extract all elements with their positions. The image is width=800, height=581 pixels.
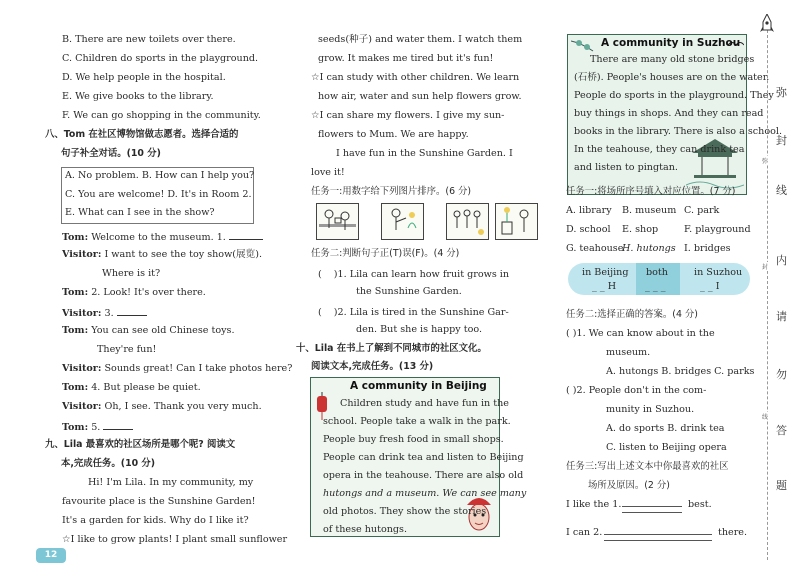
passage-line: grow. It makes me tired but it's fun! bbox=[318, 53, 494, 64]
answer-blank[interactable] bbox=[229, 230, 263, 240]
page-number: 12 bbox=[36, 548, 66, 563]
margin-char: 答 bbox=[776, 424, 787, 437]
venn-left-answer[interactable]: _ _ H bbox=[592, 281, 617, 292]
question-2: ( )2. People don't in the com- bbox=[566, 385, 707, 396]
tf-item-1: ( )1. Lila can learn how fruit grows in bbox=[318, 269, 510, 280]
place-option: C. park bbox=[684, 205, 720, 216]
place-option: I. bridges bbox=[684, 243, 731, 254]
suzhou-line: There are many old stone bridges bbox=[590, 54, 755, 65]
tf-item-2: ( )2. Lila is tired in the Sunshine Gar- bbox=[318, 307, 509, 318]
answer-2-prefix: I can 2. bbox=[566, 527, 603, 538]
venn-right-label: in Suzhou bbox=[694, 267, 743, 278]
dialogue-line: Visitor: Oh, I see. Thank you very much. bbox=[62, 401, 262, 412]
answer-2-line-2[interactable] bbox=[604, 540, 712, 541]
pavilion-icon bbox=[686, 131, 744, 191]
task1-heading: 任务一:将场所序号填入对应位置。(7 分) bbox=[566, 186, 736, 197]
dialogue-line: Tom: You can see old Chinese toys. bbox=[62, 325, 235, 336]
beijing-line: old photos. They show the stories bbox=[323, 506, 487, 517]
answer-blank[interactable] bbox=[103, 420, 133, 430]
dialogue-line: They're fun! bbox=[97, 344, 157, 355]
passage-line: favourite place is the Sunshine Garden! bbox=[62, 496, 256, 507]
passage-line: ☆I can study with other children. We learn bbox=[311, 72, 520, 83]
section8-heading: 八、Tom 在社区博物馆做志愿者。选择合适的 bbox=[45, 129, 239, 140]
answer-1-suffix: best. bbox=[688, 499, 712, 510]
margin-char: 封 bbox=[776, 134, 787, 147]
place-option: H. hutongs bbox=[622, 243, 676, 254]
suzhou-line: In the teahouse, they can drink tea bbox=[574, 144, 745, 155]
place-option: G. teahouse bbox=[566, 243, 624, 254]
beijing-line: People buy fresh food in small shops. bbox=[323, 434, 504, 445]
task3-heading: 任务三:写出上述文本中你最喜欢的社区 bbox=[566, 461, 729, 472]
section8-heading-2: 句子补全对话。(10 分) bbox=[61, 148, 161, 159]
question-2-options-2: C. listen to Beijing opera bbox=[606, 442, 727, 453]
passage-line: flowers to Mum. We are happy. bbox=[318, 129, 469, 140]
suzhou-line: and listen to pingtan. bbox=[574, 162, 678, 173]
section10-heading: 十、Lila 在书上了解到不同城市的社区文化。 bbox=[296, 343, 487, 354]
suzhou-line: books in the library. There is also a school. bbox=[574, 126, 783, 137]
place-option: B. museum bbox=[622, 205, 677, 216]
section8-option-line: E. What can I see in the show? bbox=[65, 207, 215, 218]
beijing-line: of these hutongs. bbox=[323, 524, 408, 535]
task2-heading: 任务二:选择正确的答案。(4 分) bbox=[566, 309, 698, 320]
passage-line: seeds(种子) and water them. I watch them bbox=[318, 34, 523, 45]
option-e: E. We give books to the library. bbox=[62, 91, 214, 102]
place-option: A. library bbox=[566, 205, 612, 216]
tf-item-2-cont: den. But she is happy too. bbox=[356, 324, 483, 335]
binding-line bbox=[767, 20, 768, 560]
tf-item-1-cont: the Sunshine Garden. bbox=[356, 286, 462, 297]
passage-line: I have fun in the Sunshine Garden. I bbox=[336, 148, 513, 159]
margin-char: 线 bbox=[776, 184, 787, 197]
margin-small-char: 弥 bbox=[762, 158, 769, 165]
option-c: C. Children do sports in the playground. bbox=[62, 53, 259, 64]
margin-small-char: 线 bbox=[762, 414, 769, 421]
place-option: D. school bbox=[566, 224, 611, 235]
venn-right-answer[interactable]: _ _ I bbox=[700, 281, 720, 292]
passage-line: love it! bbox=[311, 167, 345, 178]
option-d: D. We help people in the hospital. bbox=[62, 72, 226, 83]
option-b: B. There are new toilets over there. bbox=[62, 34, 236, 45]
dialogue-line: Tom: 4. But please be quiet. bbox=[62, 382, 201, 393]
dialogue-line: Where is it? bbox=[102, 268, 161, 279]
story-picture-4 bbox=[495, 203, 538, 240]
tf-answer-blank[interactable] bbox=[322, 305, 334, 315]
margin-char: 请 bbox=[776, 310, 787, 323]
section8-option-line: A. No problem. B. How can I help you? bbox=[65, 170, 255, 181]
venn-mid-answer[interactable]: _ _ _ bbox=[645, 281, 666, 292]
margin-char: 题 bbox=[776, 479, 787, 492]
answer-blank[interactable] bbox=[117, 306, 147, 316]
question-1-cont: museum. bbox=[606, 347, 651, 358]
venn-mid-label: both bbox=[646, 267, 668, 278]
passage-line: how air, water and sun help flowers grow. bbox=[318, 91, 522, 102]
tree-branch-icon bbox=[571, 37, 597, 55]
question-2-options: A. do sports B. drink tea bbox=[606, 423, 725, 434]
dialogue-line: Tom: Welcome to the museum. 1. bbox=[62, 230, 263, 244]
section9-heading: 九、Lila 最喜欢的社区场所是哪个呢? 阅读文 bbox=[45, 439, 236, 450]
task1-heading: 任务一:用数字给下列图片排序。(6 分) bbox=[311, 186, 472, 197]
beijing-line: People can drink tea and listen to Beijing bbox=[323, 452, 524, 463]
dialogue-line: Tom: 2. Look! It's over there. bbox=[62, 287, 206, 298]
passage-line: ☆I can share my flowers. I give my sun- bbox=[311, 110, 505, 121]
task2-heading: 任务二:判断句子正(T)误(F)。(4 分) bbox=[311, 248, 460, 259]
question-1-options: A. hutongs B. bridges C. parks bbox=[606, 366, 755, 377]
suzhou-line: buy things in shops. And they can read bbox=[574, 108, 764, 119]
story-picture-3 bbox=[446, 203, 489, 240]
answer-1-line-2[interactable] bbox=[622, 512, 682, 513]
place-option: F. playground bbox=[684, 224, 751, 235]
dialogue-line: Visitor: I want to see the toy show(展览). bbox=[62, 249, 263, 260]
question-1: ( )1. We can know about in the bbox=[566, 328, 715, 339]
story-picture-2 bbox=[381, 203, 424, 240]
section8-option-line: C. You are welcome! D. It's in Room 2. bbox=[65, 189, 252, 200]
dialogue-line: Visitor: Sounds great! Can I take photos here? bbox=[62, 363, 293, 374]
margin-small-char: 封 bbox=[762, 264, 769, 271]
beijing-title: A community in Beijing bbox=[350, 380, 487, 392]
answer-2-line[interactable] bbox=[604, 534, 712, 535]
answer-1-line[interactable] bbox=[622, 506, 682, 507]
beijing-line: school. People take a walk in the park. bbox=[323, 416, 511, 427]
passage-line: ☆I like to grow plants! I plant small sunflower bbox=[62, 534, 288, 545]
tf-answer-blank[interactable] bbox=[322, 267, 334, 277]
beijing-line: opera in the teahouse. There are also old bbox=[323, 470, 524, 481]
passage-line: Hi! I'm Lila. In my community, my bbox=[88, 477, 254, 488]
suzhou-title: A community in Suzhou bbox=[601, 37, 741, 49]
section10-heading-2: 阅读文本,完成任务。(13 分) bbox=[311, 361, 434, 372]
story-picture-1 bbox=[316, 203, 359, 240]
option-f: F. We can go shopping in the community. bbox=[62, 110, 261, 121]
passage-line: It's a garden for kids. Why do I like it? bbox=[62, 515, 249, 526]
place-option: E. shop bbox=[622, 224, 659, 235]
beijing-line: Children study and have fun in the bbox=[340, 398, 509, 409]
margin-char: 勿 bbox=[776, 368, 787, 381]
answer-2-suffix: there. bbox=[718, 527, 748, 538]
margin-char: 内 bbox=[776, 254, 787, 267]
rocket-icon bbox=[760, 14, 774, 36]
venn-left-label: in Beijing bbox=[582, 267, 629, 278]
suzhou-line: (石桥). People's houses are on the water. bbox=[574, 72, 770, 83]
margin-char: 弥 bbox=[776, 86, 787, 99]
answer-1-prefix: I like the 1. bbox=[566, 499, 622, 510]
question-2-cont: munity in Suzhou. bbox=[606, 404, 695, 415]
suzhou-line: People do sports in the playground. They bbox=[574, 90, 774, 101]
dialogue-line: Tom: 5. bbox=[62, 420, 133, 434]
task3-heading-2: 场所及原因。(2 分) bbox=[588, 480, 670, 491]
section9-heading-2: 本,完成任务。(10 分) bbox=[61, 458, 156, 469]
beijing-line: hutongs and a museum. We can see many bbox=[323, 488, 527, 499]
dialogue-line: Visitor: 3. bbox=[62, 306, 147, 320]
